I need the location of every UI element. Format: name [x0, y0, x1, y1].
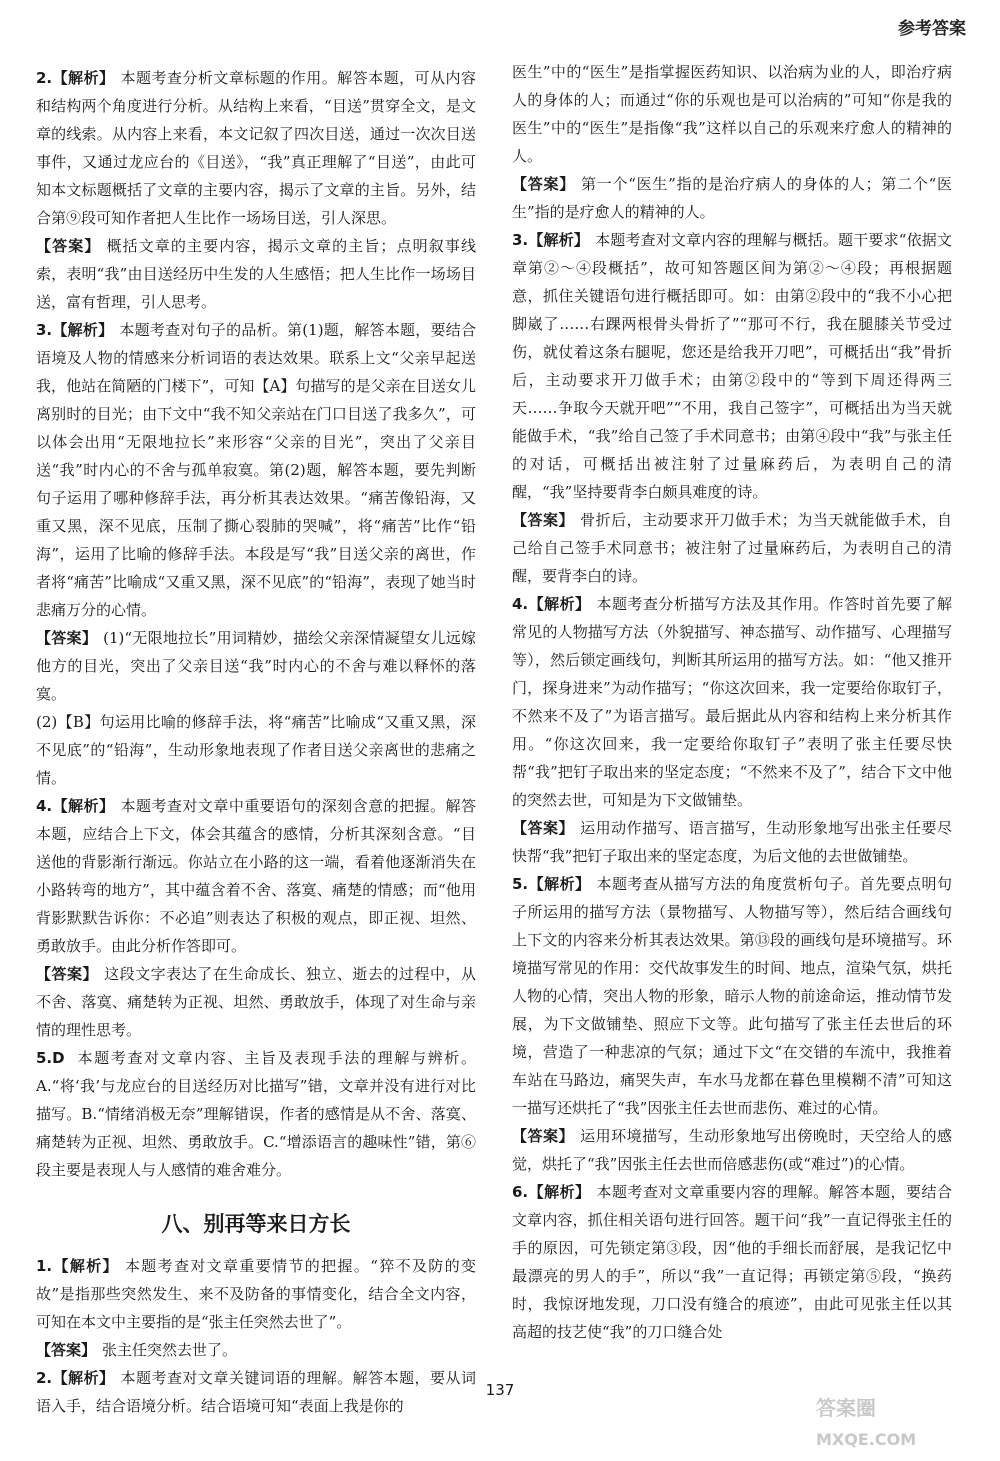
s6-analysis — [512, 1178, 952, 1346]
analysis-text: 本题考查对文章重要情节的把握。“猝不及防的变故”是指那些突然发生、来不及防备的事情变化，结合全文内容，可知在本文中主要指的是“张主任突然去世了”。 — [36, 1257, 476, 1331]
question-number: 4. — [36, 797, 53, 815]
answer-tag: 【答案】 — [512, 1127, 575, 1145]
analysis-text: 本题考查对文章重要内容的理解。解答本题，要结合文章内容，抓住相关语句进行回答。题干问“我”一直记得张主任的手的原因，可先锁定第③段，因“他的手细长而舒展，是我记忆中最漂亮的男人的手”，所以“我”一直记得；再锁定第⑤段，“换药时，我惊讶地发现，刀口没有缝合的痕迹”，由此可见张主任以其高超的技艺使“我”的刀口缝合处 — [512, 1183, 952, 1341]
q2-answer — [36, 232, 476, 316]
analysis-text: 本题考查从描写方法的角度赏析句子。首先要点明句子所运用的描写方法（景物描写、人物描写等），然后结合画线句上下文的内容来分析其表达效果。第⑬段的画线句是环境描写。环境描写常见的作用：交代故事发生的时间、地点，渲染气氛，烘托人物的心情，突出人物的形象，暗示人物的前途命运，推动情节发展，为下文做铺垫、照应下文等。此句描写了张主任去世后的环境，营造了一种悲凉的气氛；通过下文“在交错的车流中，我推着车站在马路边，痛哭失声，车水马龙都在暮色里模糊不清”可知这一描写还烘托了“我”因张主任去世而悲伤、难过的心情。 — [512, 875, 952, 1117]
answer-text: 骨折后，主动要求开刀做手术；为当天就能做手术，自己给自己签手术同意书；被注射了过量麻药后，为表明自己的清醒，要背李白的诗。 — [512, 511, 952, 585]
s1-analysis — [36, 1252, 476, 1336]
s3-analysis — [512, 226, 952, 506]
answer-text: 这段文字表达了在生命成长、独立、逝去的过程中，从不舍、落寞、痛楚转为正视、坦然、勇敢放手，体现了对生命与亲情的理性思考。 — [36, 965, 476, 1039]
q3-answer-part2: (2)【B】句运用比喻的修辞手法，将“痛苦”比喻成“又重又黑，深不见底”的“铅海”，生动形象地表现了作者目送父亲离世的悲痛之情。 — [36, 713, 476, 787]
analysis-text: 本题考查分析文章标题的作用。解答本题，可从内容和结构两个角度进行分析。从结构上来看，“目送”贯穿全文，是文章的线索。从内容上来看，本文记叙了四次目送，通过一次次目送事件，又通过龙应台的《目送》，“我”真正理解了“目送”，由此可知本文标题概括了文章的主要内容，揭示了文章的主旨。另外，结合第⑨段可知作者把人生比作一场场目送，引人深思。 — [36, 69, 476, 227]
q5-entry — [36, 1044, 476, 1184]
answer-tag: 【答案】 — [36, 629, 98, 647]
analysis-tag: 【解析】 — [528, 231, 590, 249]
analysis-text: 本题考查对句子的品析。第(1)题，解答本题，要结合语境及人物的情感来分析词语的表达效果。联系上文“父亲早起送我，他站在简陋的门楼下”，可知【A】句描写的是父亲在目送女儿离别时的目光；由下文中“我不知父亲站在门口目送了我多久”，可以体会出用“无限地拉长”来形容“父亲的目光”，突出了父亲目送“我”时内心的不舍与孤单寂寞。第(2)题，解答本题，要先判断句子运用了哪种修辞手法，再分析其表达效果。“痛苦像铅海，又重又黑，深不见底，压制了撕心裂肺的哭喊”，将“痛苦”比作“铅海”，运用了比喻的修辞手法。本段是写“我”目送父亲的离世，作者将“痛苦”比喻成“又重又黑，深不见底”的“铅海”，表现了她当时悲痛万分的心情。 — [36, 321, 476, 619]
watermark-logo — [796, 1385, 986, 1455]
answer-text: 运用环境描写，生动形象地写出傍晚时，天空给人的感觉，烘托了“我”因张主任去世而倍感悲伤(或“难过”)的心情。 — [512, 1127, 952, 1173]
analysis-text: 本题考查对文章中重要语句的深刻含意的把握。解答本题，应结合上下文，体会其蕴含的感情，分析其深刻含意。“目送他的背影渐行渐远。你站立在小路的这一端，看着他逐渐消失在小路转弯的地方”，其中蕴含着不舍、落寞、痛楚的情感；而“他用背影默默告诉你：不必追”则表达了积极的观点，即正视、坦然、勇敢放手。由此分析作答即可。 — [36, 797, 476, 955]
watermark-text-main: 答案圈 — [816, 1396, 876, 1420]
watermark-text-url: MXQE.COM — [816, 1430, 917, 1449]
q4-analysis — [36, 792, 476, 960]
analysis-text: 本题考查对文章关键词语的理解。解答本题，要从词语入手，结合语境分析。结合语境可知“表面上我是你的 — [36, 1369, 476, 1415]
question-number: 2. — [36, 69, 53, 87]
answer-letter: D — [52, 1049, 65, 1067]
answer-tag: 【答案】 — [36, 965, 99, 983]
s3-answer — [512, 506, 952, 590]
analysis-tag: 【解析】 — [528, 595, 591, 613]
section-title: 八、别再等来日方长 — [161, 1212, 351, 1236]
q2-analysis — [36, 64, 476, 232]
question-number: 3. — [512, 231, 529, 249]
answer-tag: 【答案】 — [36, 1341, 97, 1359]
analysis-tag: 【解析】 — [52, 69, 115, 87]
s4-analysis — [512, 590, 952, 814]
q3-analysis — [36, 316, 476, 624]
right-column — [512, 58, 952, 1346]
question-number: 5. — [36, 1049, 53, 1067]
s2-answer — [512, 170, 952, 226]
answer-text: 概括文章的主要内容，揭示文章的主旨；点明叙事线索，表明“我”由目送经历中生发的人生感悟；把人生比作一场场目送，富有哲理，引人思考。 — [36, 237, 476, 311]
analysis-tag: 【解析】 — [52, 797, 115, 815]
question-number: 3. — [36, 321, 53, 339]
question-number: 5. — [512, 875, 529, 893]
page-number: 137 — [485, 1381, 515, 1399]
page-header-title: 参考答案 — [898, 19, 966, 39]
analysis-text: 本题考查对文章内容的理解与概括。题干要求“依据文章第②～④段概括”，故可知答题区间为第②～④段；再根据题意，抓住关键语句进行概括即可。如：由第②段中的“我不小心把脚崴了……右踝两根骨头骨折了”“那可不行，我在腿膝关节受过伤，就仗着这条右腿呢，您还是给我开刀吧”，可概括出“我”骨折后，主动要求开刀做手术；由第②段中的“等到下周还得两三天……争取今天就开吧”“不用，我自己签字”，可概括出为当天就能做手术，“我”给自己签了手术同意书；由第④段中“我”与张主任的对话，可概括出被注射了过量麻药后，为表明自己的清醒，“我”坚持要背李白颇具难度的诗。 — [512, 231, 952, 501]
analysis-tag: 【解析】 — [52, 321, 114, 339]
q3-answer — [36, 624, 476, 708]
analysis-text: 本题考查对文章内容、主旨及表现手法的理解与辨析。A.“将‘我’与龙应台的目送经历对比描写”错，文章并没有进行对比描写。B.“情绪消极无奈”理解错误，作者的感情是从不舍、落寞、痛楚转为正视、坦然、勇敢放手。C.“增添语言的趣味性”错，第⑥段主要是表现人与人感情的难舍难分。 — [36, 1049, 476, 1179]
analysis-text: 本题考查分析描写方法及其作用。作答时首先要了解常见的人物描写方法（外貌描写、神态描写、动作描写、心理描写等），然后锁定画线句，判断其所运用的描写方法。如：“他又推开门，探身进来”为动作描写；“你这次回来，我一定要给你取钉子，不然来不及了”为语言描写。最后据此从内容和结构上来分析其作用。“你这次回来，我一定要给你取钉子”表明了张主任要尽快帮“我”把钉子取出来的坚定态度；“不然来不及了”，结合下文中他的突然去世，可知是为下文做铺垫。 — [512, 595, 952, 809]
question-number: 2. — [36, 1369, 53, 1387]
answer-text: 运用动作描写、语言描写，生动形象地写出张主任要尽快帮“我”把钉子取出来的坚定态度，为后文他的去世做铺垫。 — [512, 819, 952, 865]
s2-analysis-continued: 医生”中的“医生”是指掌握医药知识、以治病为业的人，即治疗病人的身体的人；而通过“你的乐观也是可以治病的”可知“你是我的医生”中的“医生”是指像“我”这样以自己的乐观来疗愈人的精神的人。 — [512, 63, 952, 165]
question-number: 4. — [512, 595, 529, 613]
question-number: 6. — [512, 1183, 529, 1201]
answer-text: 张主任突然去世了。 — [102, 1341, 238, 1359]
s5-analysis — [512, 870, 952, 1122]
answer-tag: 【答案】 — [512, 819, 575, 837]
answer-tag: 【答案】 — [36, 237, 101, 255]
s5-answer — [512, 1122, 952, 1178]
analysis-tag: 【解析】 — [528, 875, 591, 893]
s4-answer — [512, 814, 952, 870]
q4-answer — [36, 960, 476, 1044]
s1-answer — [36, 1336, 476, 1364]
answer-text: 第一个“医生”指的是治疗病人的身体的人；第二个“医生”指的是疗愈人的精神的人。 — [512, 175, 952, 221]
analysis-tag: 【解析】 — [528, 1183, 591, 1201]
answer-tag: 【答案】 — [512, 511, 575, 529]
left-column — [36, 64, 476, 1420]
analysis-tag: 【解析】 — [52, 1369, 115, 1387]
answer-tag: 【答案】 — [512, 175, 575, 193]
answer-text: (1)“无限地拉长”用词精妙，描绘父亲深情凝望女儿远嫁他方的目光，突出了父亲目送“我”时内心的不舍与难以释怀的落寞。 — [36, 629, 476, 703]
analysis-tag: 【解析】 — [52, 1257, 119, 1275]
question-number: 1. — [36, 1257, 53, 1275]
